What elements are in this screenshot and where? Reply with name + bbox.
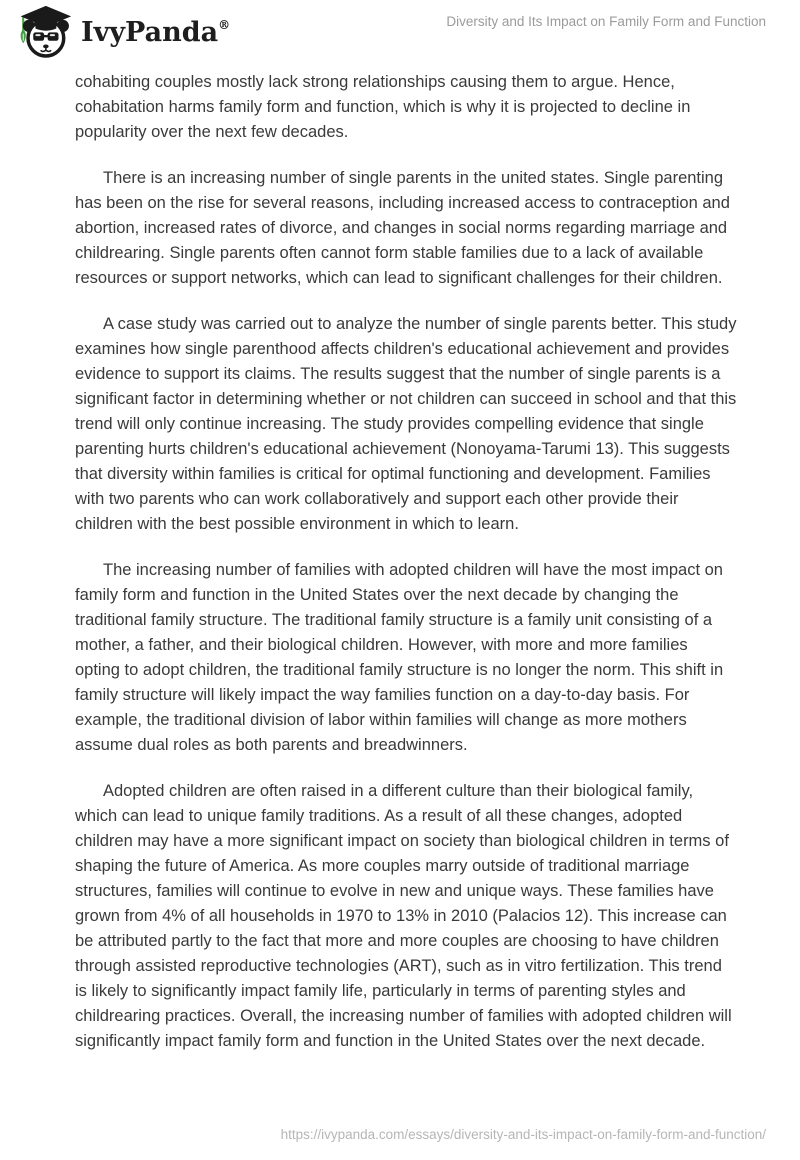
document-title: Diversity and Its Impact on Family Form and Function (446, 14, 766, 29)
essay-paragraph: Adopted children are often raised in a different culture than their biological family, which can lead to unique family traditions. As a result of all these changes, adopted children may have a more significant impact on society than biological children in terms of shaping the future of America. As more couples marry outside of traditional marriage structures, families will continue to evolve in new and unique ways. These families have grown from 4% of all households in 1970 to 13% in 2010 (Palacios 12). This increase can be attributed partly to the fact that more and more couples are choosing to have children through assisted reproductive technologies (ART), such as in vitro fertilization. This trend is likely to significantly impact family life, particularly in terms of parenting styles and childrearing practices. Overall, the increasing number of families with adopted children will significantly impact family form and function in the United States over the next decade. (75, 782, 732, 1050)
essay-paragraph: cohabiting couples mostly lack strong relationships causing them to argue. Hence, cohabitation harms family form and function, which is why it is projected to decline in popularity over the next few decades. (75, 73, 691, 141)
source-url: https://ivypanda.com/essays/diversity-and-its-impact-on-family-form-and-function/ (280, 1127, 766, 1142)
essay-paragraph: A case study was carried out to analyze the number of single parents better. This study examines how single parenthood affects children's educational achievement and provides evidence to support its claims. The results suggest that the number of single parents is a significant factor in determining whether or not children can succeed in school and that this trend will only continue increasing. The study provides compelling evidence that single parenting hurts children's educational achievement (Nonoyama-Tarumi 13). This suggests that diversity within families is critical for optimal functioning and development. Families with two parents who can work collaboratively and support each other provide their children with the best possible environment in which to learn. (75, 315, 737, 533)
page-footer (281, 1127, 766, 1142)
panda-graduation-cap-icon (16, 5, 74, 59)
essay-paragraph: The increasing number of families with adopted children will have the most impact on family form and function in the United States over the next decade by changing the traditional family structure. The traditional family structure is a family unit consisting of a mother, a father, and their biological children. However, with more and more families opting to adopt children, the traditional family structure is no longer the norm. This shift in family structure will likely impact the way families function on a day-to-day basis. For example, the traditional division of labor within families will change as more mothers assume dual roles as both parents and breadwinners. (75, 561, 724, 754)
essay-paragraph: There is an increasing number of single parents in the united states. Single parenting has been on the rise for several reasons, including increased access to contraception and abortion, increased rates of divorce, and changes in social norms regarding marriage and childrearing. Single parents often cannot form stable families due to a lack of available resources or support networks, which can lead to significant challenges for their children. (75, 169, 730, 287)
ivypanda-logo (16, 5, 230, 59)
brand-name (81, 16, 231, 48)
brand-name-text: IvyPanda (81, 16, 219, 48)
essay-content (75, 70, 737, 1075)
registered-mark: ® (218, 17, 231, 32)
